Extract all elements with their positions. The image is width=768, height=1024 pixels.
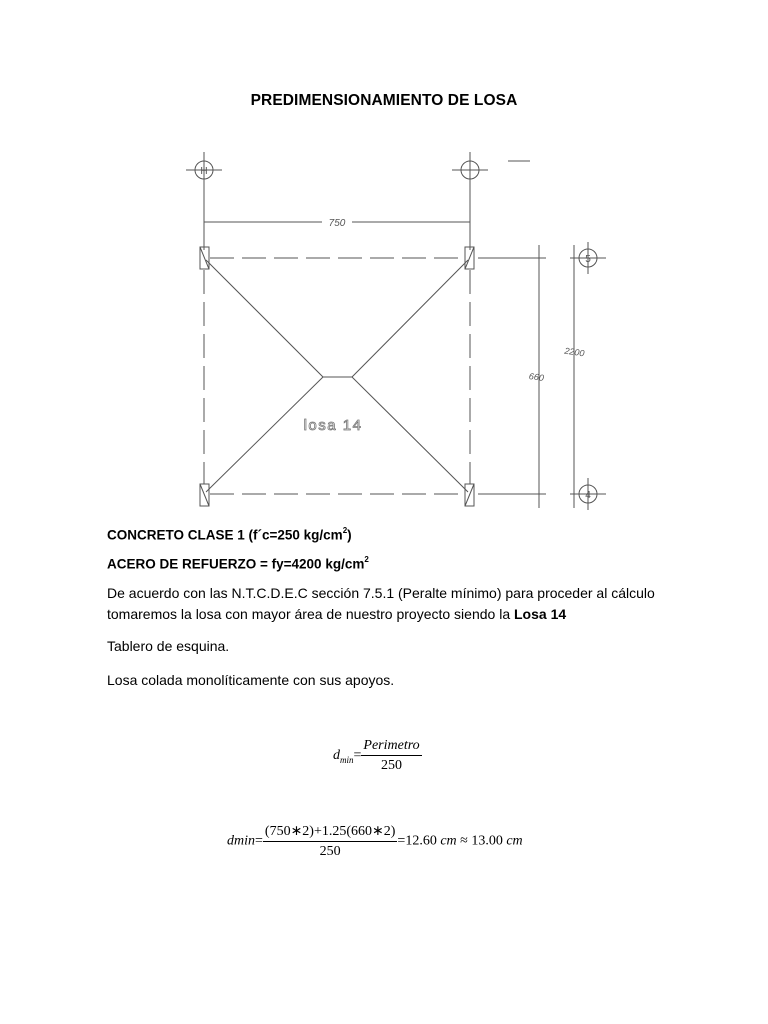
formula-1-lhs: d <box>333 748 340 764</box>
column-bottom-left <box>200 484 209 506</box>
axis-label-right-top: 5 <box>585 254 591 265</box>
concrete-spec-close: ) <box>347 527 352 543</box>
axis-label-right-bottom: 4 <box>585 490 591 501</box>
dimension-label-2200: 2200 <box>563 345 586 359</box>
formula-2-lhs: dmin <box>227 833 255 849</box>
formula-1-lhs-subscript: min <box>340 755 354 766</box>
paragraph-casting: Losa colada monolíticamente con sus apoyos. <box>107 672 395 688</box>
formula-2-denominator: 250 <box>319 844 341 859</box>
dimension-label-750: 750 <box>328 218 346 229</box>
formula-2-approx: ≈ 13.00 <box>456 833 503 849</box>
slab-label: losa 14 <box>303 417 363 434</box>
formula-2-result: =12.60 <box>397 833 437 849</box>
paragraph-criteria-bold: Losa 14 <box>514 606 567 622</box>
formula-2-numerator: (750∗2)+1.25(660∗2) <box>263 823 398 842</box>
formula-1-denominator: 250 <box>381 758 403 773</box>
paragraph-criteria-text: De acuerdo con las N.T.C.D.E.C sección 7.5.1 (Peralte mínimo) para proceder al cálculo tomaremos la losa con mayor área de nuestro proyecto siendo la <box>107 585 655 622</box>
column-bottom-right <box>465 484 474 506</box>
column-top-right <box>465 247 474 269</box>
slab-beams-dashed <box>204 258 470 494</box>
formula-2-unit-1: cm <box>440 833 457 849</box>
tributary-area-lines <box>206 260 468 492</box>
axis-bubble-top-right <box>452 152 488 188</box>
concrete-spec-exponent: 2 <box>342 526 348 535</box>
concrete-spec <box>107 527 352 543</box>
steel-spec <box>107 556 369 572</box>
paragraph-panel-type: Tablero de esquina. <box>107 638 230 654</box>
steel-spec-exponent: 2 <box>364 555 369 564</box>
page-title: PREDIMENSIONAMIENTO DE LOSA <box>250 92 518 109</box>
axis-label-top-left: H <box>200 166 208 177</box>
formula-2-equals: = <box>255 833 263 849</box>
formula-2-unit-2: cm <box>506 833 523 849</box>
steel-spec-text: ACERO DE REFUERZO = fy=4200 kg/cm <box>107 556 365 572</box>
formula-dmin-definition <box>333 738 422 774</box>
formula-dmin-calculation <box>227 823 523 860</box>
formula-1-numerator: Perimetro <box>361 738 421 756</box>
formula-1-fraction <box>361 738 421 774</box>
column-top-left <box>200 247 209 269</box>
concrete-spec-text: CONCRETO CLASE 1 (f´c=250 kg/cm <box>107 527 343 543</box>
formula-2-fraction <box>263 823 398 860</box>
formula-1-equals: = <box>353 748 362 764</box>
dimension-label-660: 660 <box>528 371 545 384</box>
paragraph-criteria <box>107 583 667 625</box>
